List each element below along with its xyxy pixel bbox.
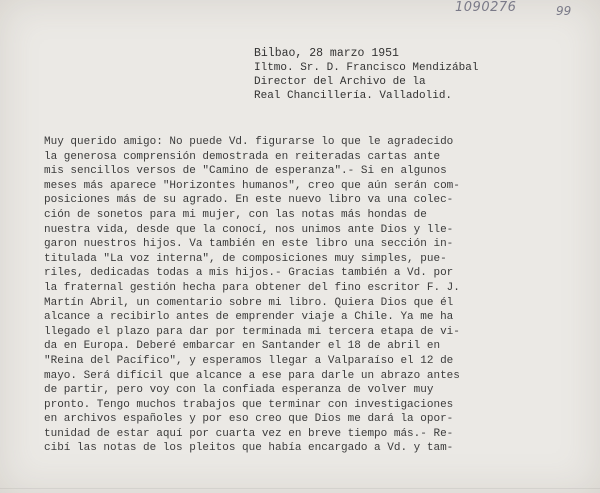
body-line: posiciones más de su agrado. En este nuevo libro va una colec-	[44, 194, 454, 207]
body-line: Muy querido amigo: No puede Vd. figurarse lo que le agradecido	[44, 136, 454, 148]
body-line: Martín Abril, un comentario sobre mi libro. Quiera Dios que él	[44, 296, 454, 309]
body-line: la generosa comprensión demostrada en reiteradas cartas ante	[44, 150, 441, 163]
recipient-line: Real Chancillería. Valladolid.	[254, 90, 453, 102]
body-line: cibí las notas de los pleitos que había encargado a Vd. y tam-	[44, 442, 454, 455]
body-line: riles, dedicadas todas a mis hijos.- Gracias también a Vd. por	[44, 267, 454, 280]
body-line: de partir, pero voy con la confiada esperanza de volver muy	[44, 384, 434, 397]
body-line: da en Europa. Deberé embarcar en Santander el 18 de abril en	[44, 340, 441, 353]
body-line: tunidad de estar aquí por cuarta vez en breve tiempo más.- Re-	[44, 427, 454, 440]
body-line: meses más aparece "Horizontes humanos", creo que aún serán com-	[44, 179, 460, 192]
body-line: pronto. Tengo muchos trabajos que terminar con investigaciones	[44, 398, 454, 411]
letter-body	[44, 135, 584, 456]
body-line: "Reina del Pacífico", y esperamos llegar a Valparaíso el 12 de	[44, 354, 454, 367]
recipient-line: Director del Archivo de la	[254, 76, 426, 88]
body-line: titulada "La voz interna", de composiciones muy simples, pue-	[44, 252, 447, 265]
body-line: ción de sonetos para mi mujer, con las notas más hondas de	[44, 208, 427, 221]
body-line: en archivos españoles y por eso creo que Dios me dará la opor-	[44, 413, 454, 426]
body-line: mayo. Será difícil que alcance a ese para darle un abrazo antes	[44, 369, 460, 382]
recipient-address	[254, 61, 478, 103]
recipient-line: Iltmo. Sr. D. Francisco Mendizábal	[254, 62, 479, 74]
body-line: nuestra vida, desde que la conocí, nos unimos ante Dios y lle-	[44, 223, 454, 236]
page-number: 99	[556, 4, 572, 18]
handwritten-reference-number: 1090276	[455, 0, 517, 15]
body-line: llegado el plazo para dar por terminada mi tercera etapa de vi-	[44, 325, 460, 338]
dateline: Bilbao, 28 marzo 1951	[254, 47, 399, 60]
body-line: garon nuestros hijos. Va también en este libro una sección in-	[44, 238, 454, 251]
body-line: la fraternal gestión hecha para obtener del fino escritor F. J.	[44, 281, 460, 294]
body-line: alcance a recibirlo antes de emprender viaje a Chile. Ya me ha	[44, 311, 454, 324]
paper-fold-line	[0, 488, 600, 489]
body-line: mis sencillos versos de "Camino de esperanza".- Si en algunos	[44, 165, 447, 178]
